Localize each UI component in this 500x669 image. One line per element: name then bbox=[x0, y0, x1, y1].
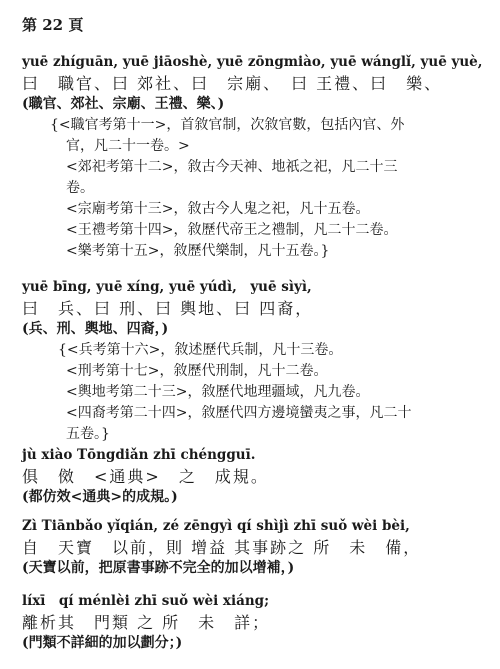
translation-line: (門類不詳細的加以劃分；) bbox=[22, 635, 183, 651]
note-line: <宗廟考第十三>，敘古今人鬼之祀，凡十五卷。 bbox=[66, 201, 370, 217]
translation-line: (兵、刑、輿地、四裔，) bbox=[22, 321, 169, 337]
note-line: <輿地考第二十三>，敘歷代地理疆域，凡九卷。 bbox=[66, 384, 370, 400]
translation-line: (天寶以前，把原書事跡不完全的加以增補，) bbox=[22, 560, 295, 576]
chinese-line: 離析其 門類 之 所 未 詳； bbox=[22, 613, 271, 632]
pinyin-line: líxī qí ménlèi zhī suǒ wèi xiáng; bbox=[22, 593, 270, 609]
note-line: <刑考第十七>，敘歷代刑制，凡十二卷。 bbox=[66, 363, 328, 379]
pinyin-line: Zì Tiānbǎo yǐqián, zé zēngyì qí shìjì zhī suǒ wèi bèi, bbox=[22, 518, 410, 534]
pinyin-line: jù xiào Tōngdiǎn zhī chéngguī. bbox=[22, 447, 256, 463]
translation-line: (都仿效<通典>的成規。) bbox=[22, 489, 178, 505]
chinese-line: 自 天寶 以前，則 增益 其事跡之 所 未 備， bbox=[22, 538, 422, 557]
page-number: 第 22 頁 bbox=[22, 16, 84, 34]
note-line: 卷。 bbox=[66, 180, 94, 196]
chinese-line: 曰 職官、曰 郊社、曰 宗廟、 曰 王禮、曰 樂、 bbox=[22, 74, 443, 93]
pinyin-line: yuē zhíguān, yuē jiāoshè, yuē zōngmiào, yuē wánglǐ, yuē yuè, bbox=[22, 54, 483, 70]
text-block-3 bbox=[22, 445, 492, 508]
note-line: 五卷。} bbox=[66, 426, 110, 442]
text-block-2 bbox=[22, 277, 492, 445]
text-block-1 bbox=[22, 52, 492, 262]
text-block-4 bbox=[22, 516, 492, 579]
note-line: <王禮考第十四>，敘歷代帝王之禮制，凡二十二卷。 bbox=[66, 222, 398, 238]
translation-line: (職官、郊社、宗廟、王禮、樂、) bbox=[22, 96, 225, 112]
chinese-line: 俱 傚 <通典> 之 成規。 bbox=[22, 467, 269, 486]
text-block-5 bbox=[22, 591, 492, 654]
note-line: {<職官考第十一>，首敘官制，次敘官數，包括內官、外 bbox=[50, 117, 405, 133]
chinese-line: 曰 兵、曰 刑、曰 輿地、曰 四裔， bbox=[22, 299, 314, 318]
note-line: <樂考第十五>，敘歷代樂制，凡十五卷。} bbox=[66, 243, 330, 259]
note-line: <四裔考第二十四>，敘歷代四方邊境蠻夷之事，凡二十 bbox=[66, 405, 412, 421]
note-line: 官，凡二十一卷。> bbox=[66, 138, 190, 154]
note-line: {<兵考第十六>，敘述歷代兵制，凡十三卷。 bbox=[58, 342, 343, 358]
note-line: <郊祀考第十二>，敘古今天神、地祇之祀，凡二十三 bbox=[66, 159, 398, 175]
pinyin-line: yuē bīng, yuē xíng, yuē yúdì, yuē sìyì, bbox=[22, 279, 312, 295]
